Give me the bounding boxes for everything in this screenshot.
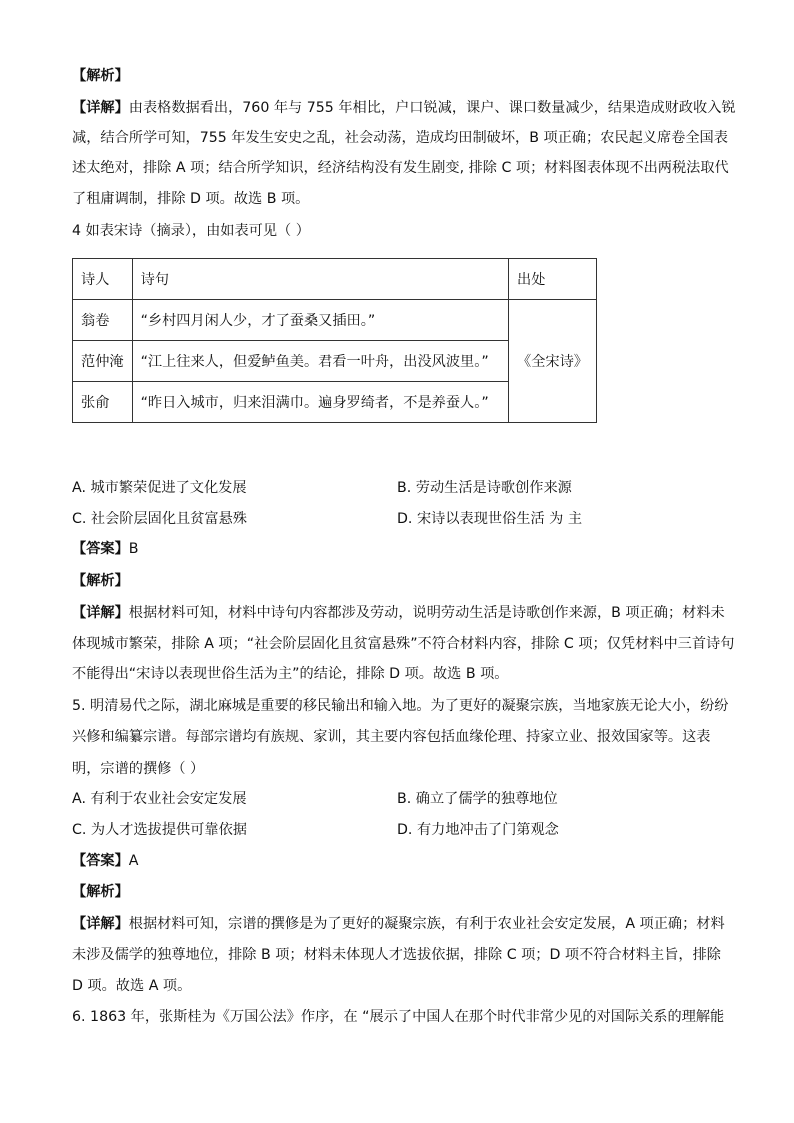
- q5-answer: A: [128, 853, 139, 869]
- q5-answer-tag: 【答案】: [72, 853, 129, 869]
- q4-option-d: D. 宋诗以表现世俗生活 为 主: [397, 511, 583, 527]
- row-verse: “乡村四月闲人少，才了蚕桑又插田。”: [132, 300, 508, 341]
- row-verse: “昨日入城市，归来泪满巾。遍身罗绮者，不是养蚕人。”: [132, 382, 508, 423]
- q4-option-a: A. 城市繁荣促进了文化发展: [72, 480, 247, 496]
- q3-detail-line-1: 【详解】由表格数据看出，760 年与 755 年相比，户口锐减，课户、课口数量减少，结果造成财政收入锐: [72, 100, 736, 116]
- q4-detail-line-3: 不能得出“宋诗以表现世俗生活为主”的结论，排除 D 项。故选 B 项。: [72, 666, 509, 682]
- q4-option-c: C. 社会阶层固化且贫富悬殊: [72, 511, 247, 527]
- header-verse: 诗句: [132, 259, 508, 300]
- q5-option-b: B. 确立了儒学的独尊地位: [397, 791, 558, 807]
- q4-option-b: B. 劳动生活是诗歌创作来源: [397, 480, 572, 496]
- q5-detail-line-1: 【详解】根据材料可知，宗谱的撰修是为了更好的凝聚宗族，有利于农业社会安定发展，A 项正确；材料: [72, 916, 725, 932]
- q4-question: 4 如表宋诗（摘录），由如表可见（ ）: [72, 223, 310, 239]
- q4-analysis-tag: 【解析】: [72, 573, 129, 589]
- q5-option-a: A. 有利于农业社会安定发展: [72, 791, 247, 807]
- header-source: 出处: [509, 259, 597, 300]
- q5-question-line-3: 明，宗谱的撰修（ ）: [72, 761, 205, 777]
- table-header-row: [73, 259, 597, 300]
- q5-detail-tag: 【详解】: [72, 916, 129, 932]
- poem-table: [72, 258, 597, 423]
- q3-detail-line-3: 述太绝对，排除 A 项；结合所学知识，经济结构没有发生剧变, 排除 C 项；材料图表体现不出两税法取代: [72, 160, 729, 176]
- q4-answer-tag: 【答案】: [72, 541, 129, 557]
- row-verse: “江上往来人，但爱鲈鱼美。君看一叶舟，出没风波里。”: [132, 341, 508, 382]
- q4-detail-line-2: 体现城市繁荣，排除 A 项；“社会阶层固化且贫富悬殊”不符合材料内容，排除 C 项；仅凭材料中三首诗句: [72, 636, 735, 652]
- q5-analysis-tag: 【解析】: [72, 884, 129, 900]
- header-poet: 诗人: [73, 259, 133, 300]
- q4-answer-line: [72, 539, 722, 559]
- q6-question-line-1: 6. 1863 年，张斯桂为《万国公法》作序，在 “展示了中国人在那个时代非常少见的对国际关系的理解能: [72, 1009, 725, 1025]
- row-poet: 翁卷: [73, 300, 133, 341]
- source-cell: 《全宋诗》: [509, 300, 597, 423]
- q5-question-line-2: 兴修和编纂宗谱。每部宗谱均有族规、家训，其主要内容包括血缘伦理、持家立业、报效国家等。这表: [72, 729, 711, 745]
- q5-detail-line-2: 未涉及儒学的独尊地位，排除 B 项；材料未体现人才选拔依据，排除 C 项；D 项不符合材料主旨，排除: [72, 947, 721, 963]
- q3-detail-tag: 【详解】: [72, 100, 129, 116]
- q3-analysis-tag: 【解析】: [72, 68, 129, 84]
- q3-detail-line-2: 减，结合所学可知，755 年发生安史之乱，社会动荡，造成均田制破坏，B 项正确；农民起义席卷全国表: [72, 130, 728, 146]
- q4-detail-tag: 【详解】: [72, 605, 129, 621]
- table-row: [73, 300, 597, 341]
- q5-option-d: D. 有力地冲击了门第观念: [397, 822, 559, 838]
- q5-answer-line: [72, 851, 722, 871]
- q5-question-line-1: 5. 明清易代之际，湖北麻城是重要的移民输出和输入地。为了更好的凝聚宗族，当地家族无论大小，纷纷: [72, 698, 729, 714]
- row-poet: 范仲淹: [73, 341, 133, 382]
- q4-detail-line-1: 【详解】根据材料可知，材料中诗句内容都涉及劳动，说明劳动生活是诗歌创作来源，B 项正确；材料未: [72, 605, 725, 621]
- q5-detail-line-3: D 项。故选 A 项。: [72, 978, 192, 994]
- q3-detail-line-4: 了租庸调制，排除 D 项。故选 B 项。: [72, 191, 310, 207]
- q4-answer: B: [128, 541, 139, 557]
- row-poet: 张俞: [73, 382, 133, 423]
- q5-option-c: C. 为人才选拔提供可靠依据: [72, 822, 247, 838]
